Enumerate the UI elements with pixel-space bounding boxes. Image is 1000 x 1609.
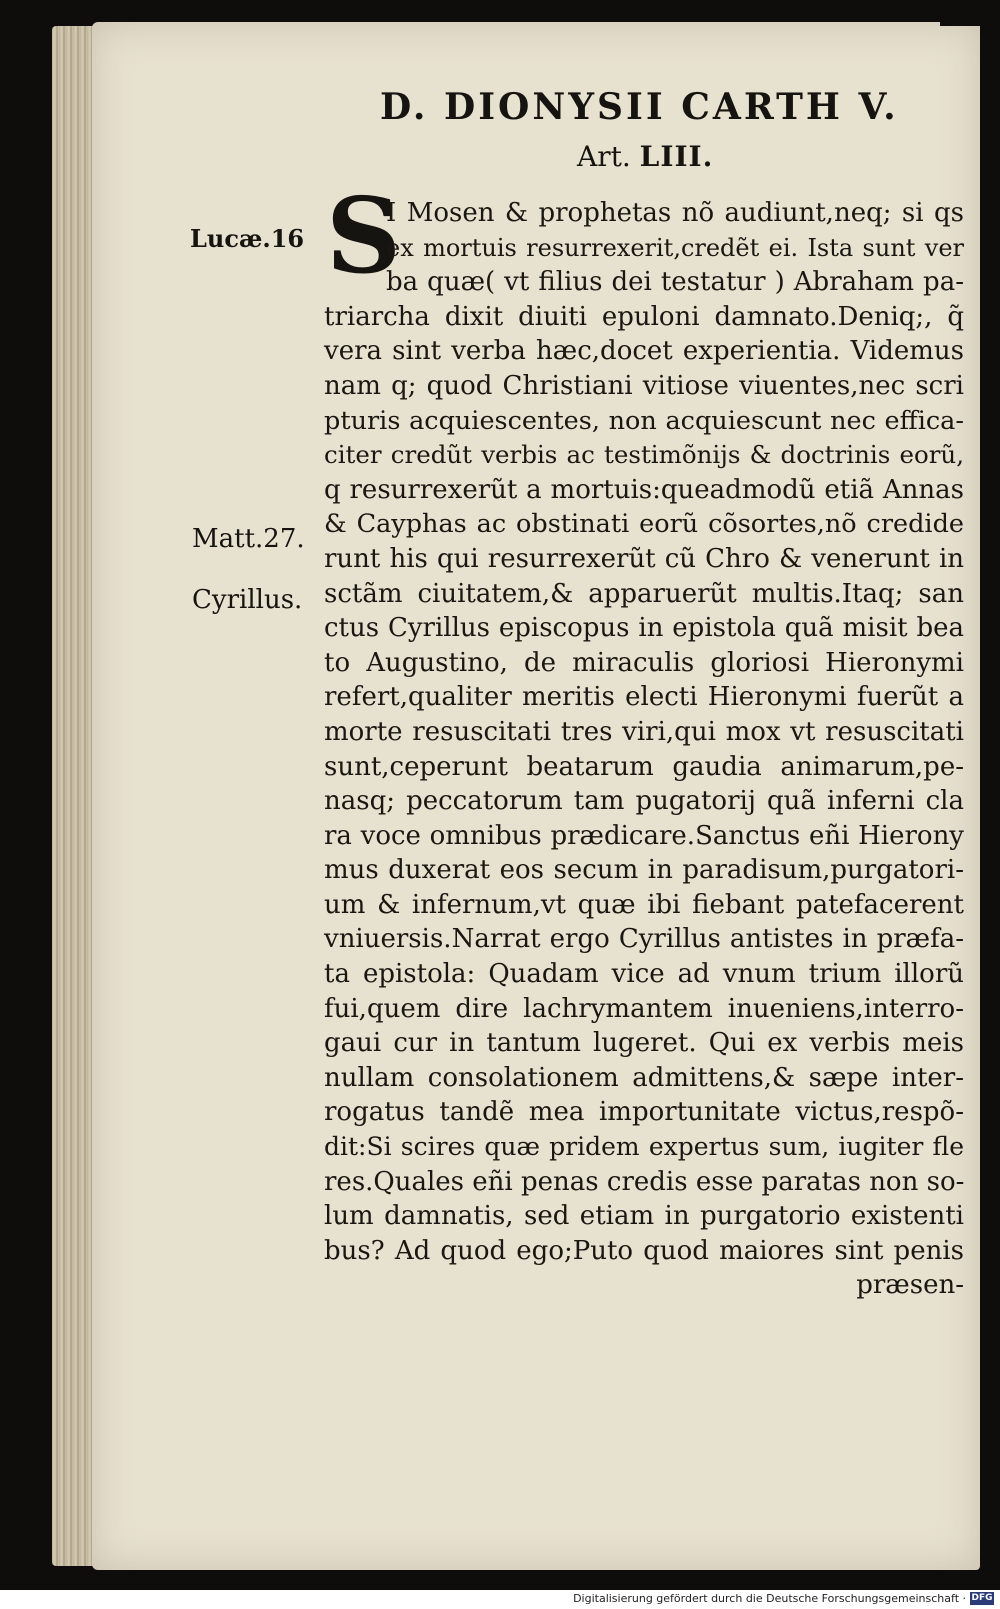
text-line: & Cayphas ac obstinati eorũ cõsortes,nõ credide <box>324 509 964 540</box>
text-line: gaui cur in tantum lugeret. Qui ex verbis meis <box>324 1028 964 1059</box>
funding-credit: Digitalisierung gefördert durch die Deutsche Forschungsgemeinschaft · <box>573 1592 966 1605</box>
text-line: I Mosen & prophetas nõ audiunt,neq; si qs <box>386 198 964 228</box>
text-line: morte resuscitati tres viri,qui mox vt resuscitati <box>324 716 964 747</box>
article-label: Art. <box>577 140 631 173</box>
text-line: ra voce omnibus prædicare.Sanctus eñi Hierony <box>324 820 964 851</box>
text-line: ba quæ( vt filius dei testatur ) Abraham pa- <box>386 267 964 298</box>
text-line: bus? Ad quod ego;Puto quod maiores sint penis <box>324 1235 964 1266</box>
text-line: sctãm ciuitatem,& apparuerũt multis.Itaq; san <box>324 578 964 609</box>
margin-note-matthew: Matt.27. <box>192 524 305 554</box>
page-corner <box>940 0 1000 26</box>
text-line: vera sint verba hæc,docet experientia. Videmus <box>324 336 964 367</box>
text-line: ctus Cyrillus episcopus in epistola quã misit bea <box>324 613 964 644</box>
body-text <box>324 196 964 1303</box>
catchword: præsen- <box>856 1270 964 1301</box>
margin-note-cyrillus: Cyrillus. <box>192 585 303 615</box>
text-line: nullam consolationem admittens,& sæpe inter- <box>324 1062 964 1093</box>
text-line: lum damnatis, sed etiam in purgatorio existenti <box>324 1201 964 1232</box>
margin-note-luke: Lucæ.16 <box>190 224 305 253</box>
text-line: refert,qualiter meritis electi Hieronymi fuerũt a <box>324 682 964 713</box>
article-number: LIII. <box>639 140 714 173</box>
running-title: D. DIONYSII CARTH V. <box>380 86 899 128</box>
text-line: mus duxerat eos secum in paradisum,purgatori- <box>324 855 964 886</box>
text-line: ex mortuis resurrexerit,credẽt ei. Ista sunt ver <box>386 233 964 262</box>
text-line: nam q; quod Christiani vitiose viuentes,nec scri <box>324 370 964 401</box>
text-line: ta epistola: Quadam vice ad vnum trium illorũ <box>324 959 964 990</box>
text-line: triarcha dixit diuiti epuloni damnato.Deniq;, q̃ <box>324 301 964 332</box>
text-line: nasq; peccatorum tam pugatorij quã inferni cla <box>324 786 964 817</box>
text-line: um & infernum,vt quæ ibi fiebant patefacerent <box>324 889 964 920</box>
text-line: runt his qui resurrexerũt cũ Chro & venerunt in <box>324 543 964 574</box>
text-line: q resurrexerũt a mortuis:queadmodũ etiã Annas <box>324 474 964 505</box>
text-line: citer credũt verbis ac testimõnijs & doctrinis eorũ, <box>324 440 964 470</box>
text-line: sunt,ceperunt beatarum gaudia animarum,pe- <box>324 751 964 782</box>
text-line: pturis acquiescentes, non acquiescunt nec effica- <box>324 405 964 436</box>
drop-cap: S <box>326 174 402 297</box>
text-line: res.Quales eñi penas credis esse paratas non so- <box>324 1166 965 1197</box>
text-line: fui,quem dire lachrymantem inueniens,interro- <box>324 993 964 1024</box>
dfg-logo: DFG <box>971 1593 993 1603</box>
text-line: vniuersis.Narrat ergo Cyrillus antistes in præfa- <box>324 924 964 955</box>
text-line: to Augustino, de miraculis gloriosi Hieronymi <box>324 647 964 678</box>
text-line: rogatus tandẽ mea importunitate victus,respõ- <box>324 1097 964 1128</box>
article-heading <box>577 140 713 173</box>
text-line: dit:Si scires quæ pridem expertus sum, iugiter fle <box>324 1132 964 1162</box>
